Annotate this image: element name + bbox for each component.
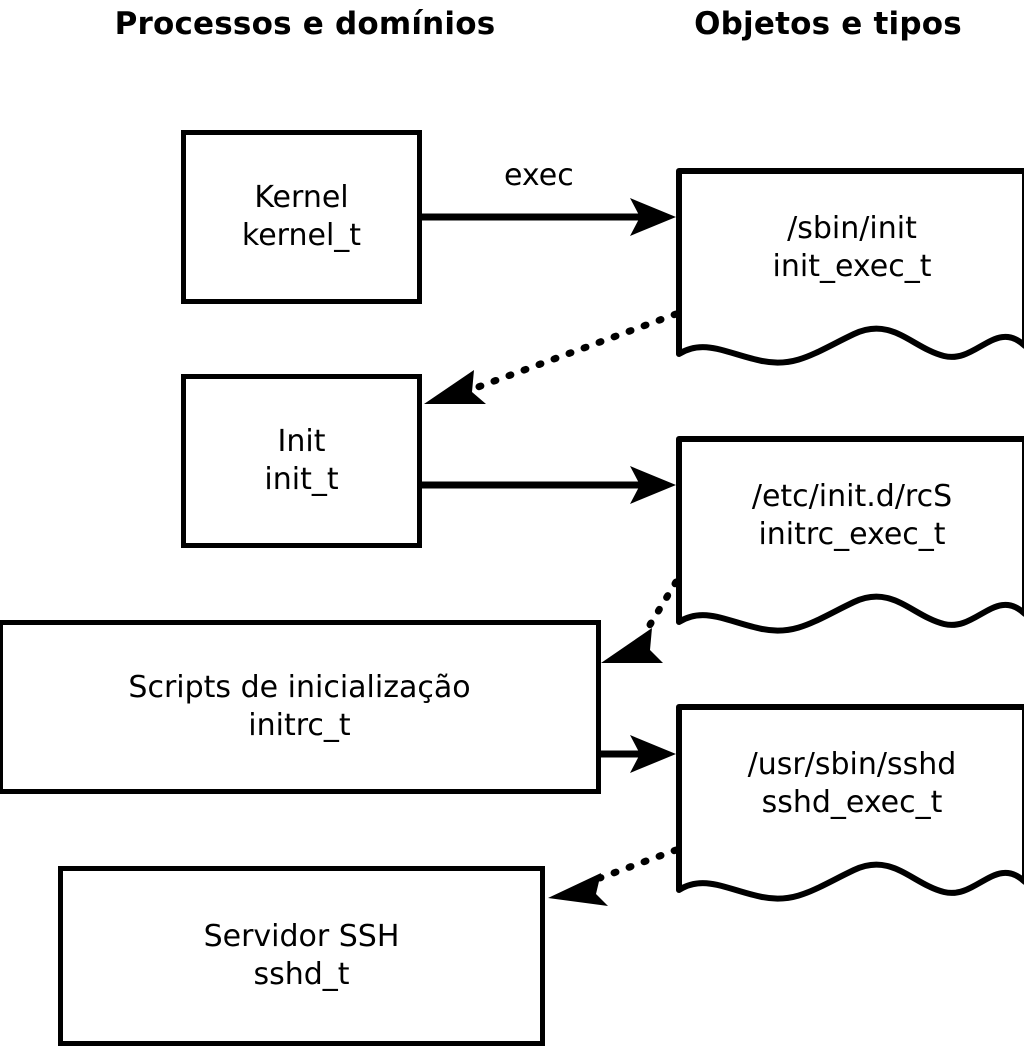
column-header-objects — [608, 6, 1024, 44]
node-sshd — [58, 866, 545, 1046]
node-kernel-name: Kernel — [254, 179, 349, 215]
edge-init-exec-to-init — [424, 314, 676, 404]
node-initrc-exec-type: initrc_exec_t — [758, 517, 946, 553]
edge-init-to-initrc-exec — [422, 466, 676, 504]
node-initrc — [0, 620, 601, 794]
node-kernel-type: kernel_t — [241, 218, 362, 253]
node-initrc-exec-path: /etc/init.d/rcS — [751, 479, 953, 514]
column-header-objects-line1: Objetos e — [694, 6, 863, 42]
file-shape-icon — [676, 168, 1024, 372]
column-header-objects-line2: tipos — [873, 6, 962, 42]
edge-sshd-exec-to-sshd — [548, 850, 676, 906]
node-initrc-exec — [676, 436, 1024, 640]
node-sshd-name: Servidor SSH — [203, 918, 400, 954]
column-header-processes-line1: Processos — [114, 6, 292, 42]
node-init-exec — [676, 168, 1024, 372]
file-shape-icon — [676, 436, 1024, 640]
column-header-processes — [95, 6, 515, 44]
node-init-type: init_t — [264, 462, 339, 497]
node-init-exec-path: /sbin/init — [787, 211, 917, 246]
node-sshd-exec-type: sshd_exec_t — [761, 785, 943, 821]
node-initrc-name: Scripts de inicialização — [128, 669, 471, 705]
node-initrc-type: initrc_t — [248, 708, 351, 743]
edge-initrc-exec-to-initrc — [601, 582, 676, 663]
column-header-processes-line2: e domínios — [302, 6, 496, 42]
node-sshd-exec — [676, 704, 1024, 908]
node-init-exec-type: init_exec_t — [772, 249, 932, 285]
edge-initrc-to-sshd-exec — [601, 735, 676, 773]
node-init-name: Init — [277, 423, 326, 459]
node-kernel — [181, 130, 422, 304]
node-sshd-type: sshd_t — [253, 957, 350, 992]
node-sshd-exec-path: /usr/sbin/sshd — [747, 747, 957, 782]
file-shape-icon — [676, 704, 1024, 908]
node-init — [181, 374, 422, 548]
edge-kernel-to-init-exec — [422, 198, 676, 236]
edge-label-exec: exec — [504, 158, 574, 193]
